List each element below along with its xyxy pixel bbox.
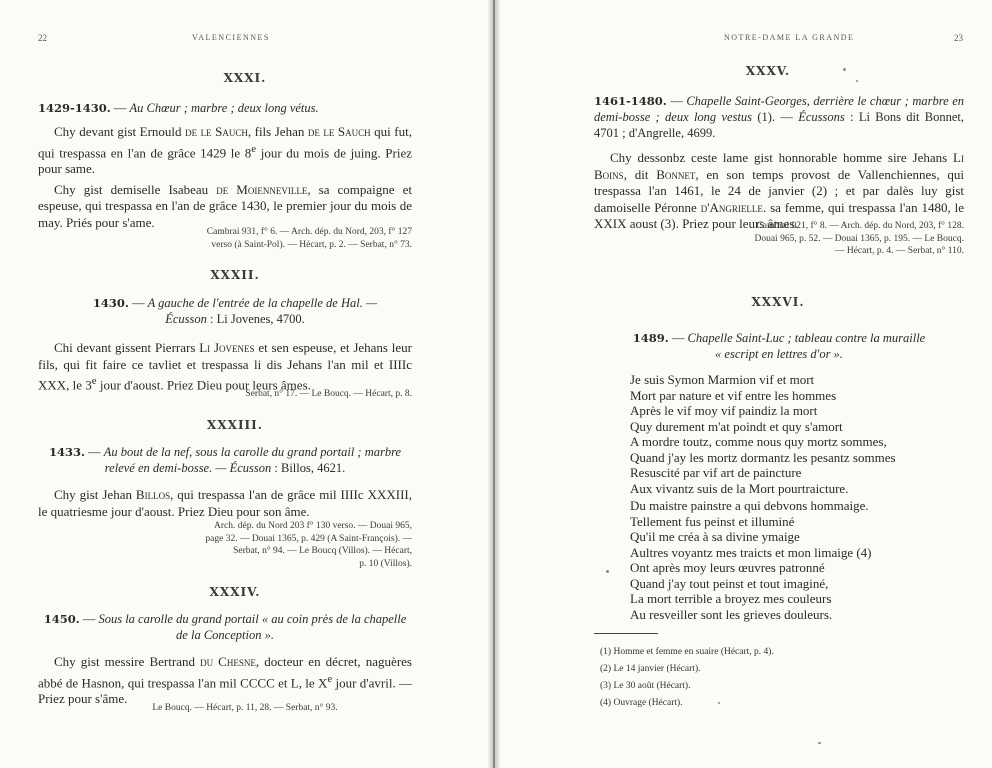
poem-stanza: [630, 372, 896, 496]
section-numeral: XXXV.: [745, 64, 791, 78]
poem-line: Au resveiller sont les grieves douleurs.: [630, 606, 833, 622]
entry-date: 1450.: [43, 612, 80, 626]
poem-line: Qu'il me créa à sa divine ymaige: [630, 529, 800, 544]
entry-escutcheon: : Li Jovenes, 4700.: [206, 312, 305, 326]
running-head: NOTRE-DAME LA GRANDE: [724, 33, 855, 42]
source-citation: Arch. dép. du Nord 203 f° 130 verso. — Douai 965, page 32. — Douai 1365, p. 429 (A Saint-François). — Serbat, n° 94. — Le Boucq (Villos). — Hécart, p. 10 (Villos).: [205, 521, 412, 569]
paper-speck: [856, 80, 858, 82]
entry-date: 1430.: [92, 296, 129, 310]
entry-dash: —: [84, 445, 104, 459]
epitaph-text: [38, 124, 412, 235]
right-page: [498, 0, 992, 768]
entry-location: Chapelle Saint-Georges, derrière le chœur ; marbre: [686, 94, 949, 108]
entry-date: 1433.: [48, 445, 85, 459]
poem-line: La mort terrible a broyez mes couleurs: [630, 591, 832, 606]
poem-line: Aux vivantz suis de la Mort pourtraicture.: [630, 480, 849, 496]
entry-location: Chapelle Saint-Luc ; tableau contre la muraille: [687, 331, 926, 345]
paper-speck: [718, 702, 720, 704]
poem-line: Quand j'ay les mortz dormantz les pesantz sommes: [630, 449, 896, 465]
entry-heading: [60, 295, 410, 327]
epitaph-text: [38, 487, 412, 524]
poem-line: Je suis Symon Marmion vif et mort: [630, 372, 815, 387]
poem-line: Resuscité par vif art de paincture: [630, 465, 802, 480]
poem-stanza: [630, 498, 872, 622]
entry-heading: [38, 444, 412, 476]
footnote: (3) Le 30 août (Hécart).: [600, 681, 691, 691]
left-page: [0, 0, 490, 768]
section-numeral: XXXII.: [210, 268, 260, 282]
entry-date: 1429-1430.: [38, 101, 111, 115]
poem-line: A mordre toutz, comme nous quy mortz sommes,: [630, 434, 887, 449]
entry-dash: —: [128, 296, 148, 310]
poem-line: Mort par nature et vif entre les hommes: [630, 387, 837, 403]
entry-note-ref: (1). —: [752, 110, 799, 124]
page-number: 23: [954, 33, 963, 43]
entry-escutcheon-label: relevé en demi-bosse. — Écusson: [104, 461, 272, 475]
entry-location-cont: « escript en lettres d'or ».: [715, 347, 843, 361]
running-head: VALENCIENNES: [192, 33, 270, 42]
poem-line: Aultres voyantz mes traicts et mon limaige (4): [630, 544, 872, 560]
footnote: (4) Ouvrage (Hécart).: [600, 698, 683, 708]
entry-location: Sous la carolle du grand portail « au coin près de la chapelle: [98, 612, 407, 626]
entry-escutcheon-label: Écussons: [798, 110, 845, 124]
footnote-rule: [594, 633, 658, 634]
section-numeral: XXXIV.: [209, 585, 261, 599]
footnote: (2) Le 14 janvier (Hécart).: [600, 664, 701, 674]
entry-escutcheon: : Li Bons dit Bonnet, 4701 ; d'Angrelle, 4699.: [594, 110, 965, 140]
poem-line: Tellement fus peinst et illuminé: [630, 513, 795, 529]
source-citation: Serbat, n° 17. — Le Boucq. — Hécart, p. 8.: [245, 389, 412, 399]
epitaph-paragraph: Chy gist messire Bertrand du Chesne, docteur en décret, naguères abbé de Hasnon, qui trespassa l'an mil CCCC et L, le Xe jour d'avril. — Priez pour s'âme.: [38, 654, 413, 707]
entry-escutcheon: : Billos, 4621.: [271, 461, 346, 475]
epitaph-paragraph: Chy devant gist Ernould de le Sauch, fils Jehan de le Sauch qui fut, qui trespassa en l'an de grâce 1429 le 8e jour du mois de juing. Priez pour same.: [38, 124, 412, 177]
poem-line: Après le vif moy vif paindiz la mort: [630, 403, 818, 418]
paper-speck: [843, 68, 846, 71]
entry-location-cont: en demi-bosse ; deux long vestus: [594, 94, 965, 124]
poem-line: Quy durement m'at poindt et quy s'amort: [630, 418, 843, 434]
epitaph-paragraph: Chy gist Jehan Billos, qui trespassa l'an de grâce mil IIIIc XXXIII, le quatriesme jour d'aoust. Priez Dieu pour son âme.: [38, 487, 412, 519]
footnote: (1) Homme et femme en suaire (Hécart, p. 4).: [600, 647, 774, 657]
entry-location: A gauche de l'entrée de la chapelle de Hal. —: [147, 296, 378, 310]
source-citation: Cambrai 921, f° 8. — Arch. dép. du Nord, 203, f° 128. Douai 965, p. 52. — Douai 1365, p. 195. — Le Boucq. — Hécart, p. 4. — Serbat, n° 110.: [754, 221, 964, 256]
entry-dash: —: [668, 331, 688, 345]
footnotes: [600, 644, 774, 712]
entry-heading: [594, 330, 964, 362]
entry-location: Au bout de la nef, sous la carolle du grand portail ; marbre: [103, 445, 402, 459]
entry-date: 1489.: [632, 331, 669, 345]
page-number: 22: [38, 33, 47, 43]
paper-speck: [606, 570, 609, 573]
epitaph-paragraph: Chy gist demiselle Isabeau de Moienneville, sa compaigne et espeuse, qui trespassa en l'an de grâce 1430, le premier jour du mois de may. Priés pour s'ame.: [38, 181, 413, 230]
poem-line: Quand j'ay tout peinst et tout imaginé,: [630, 575, 829, 591]
entry-heading: [38, 100, 468, 116]
poem-line: Ont après moy leurs œuvres patronné: [630, 560, 825, 575]
section-numeral: XXXI.: [223, 71, 267, 85]
entry-date: 1461-1480.: [594, 94, 667, 108]
entry-location: Au Chœur ; marbre ; deux long vétus.: [129, 101, 319, 115]
paper-speck: [818, 742, 821, 744]
entry-dash: —: [79, 612, 99, 626]
source-citation: Cambrai 931, f° 6. — Arch. dép. du Nord, 203, f° 127 verso (à Saint-Pol). — Hécart, p. 2. — Serbat, n° 73.: [206, 227, 412, 250]
source-citation: Le Boucq. — Hécart, p. 11, 28. — Serbat, n° 93.: [152, 703, 338, 713]
entry-location-cont: de la Conception ».: [176, 628, 274, 642]
epitaph-paragraph: Chi devant gissent Pierrars Li Jovenes et sen espeuse, et Jehans leur fils, qui fit faire ce tavliet et trespassa li dis Jehans l'an mil et IIIIc XXX, le 3e jour d'aoust. Priez Dieu pour leurs âmes.: [38, 340, 412, 393]
epitaph-paragraph: Chy dessonbz ceste lame gist honnorable homme sire Jehans Li Boins, dit Bonnet, en son temps provost de Vallenchiennes, qui trespassa l'an 1461, le 24 de janvier (2) ; et par dalès luy gist damoiselle Péronne d'Angrielle. sa femme, qui trespassa l'an 1480, le XXIX aoust (3). Priez pour leurs âmes.: [594, 150, 964, 231]
section-numeral: XXXVI.: [751, 295, 805, 309]
section-numeral: XXXIII.: [207, 418, 263, 432]
entry-dash: —: [110, 101, 130, 115]
entry-escutcheon-label: Écusson: [165, 312, 207, 326]
entry-heading: [594, 93, 964, 141]
entry-heading: [38, 611, 412, 643]
entry-dash: —: [666, 94, 687, 108]
poem-line: Du maistre painstre a qui debvons hommaige.: [630, 498, 869, 513]
